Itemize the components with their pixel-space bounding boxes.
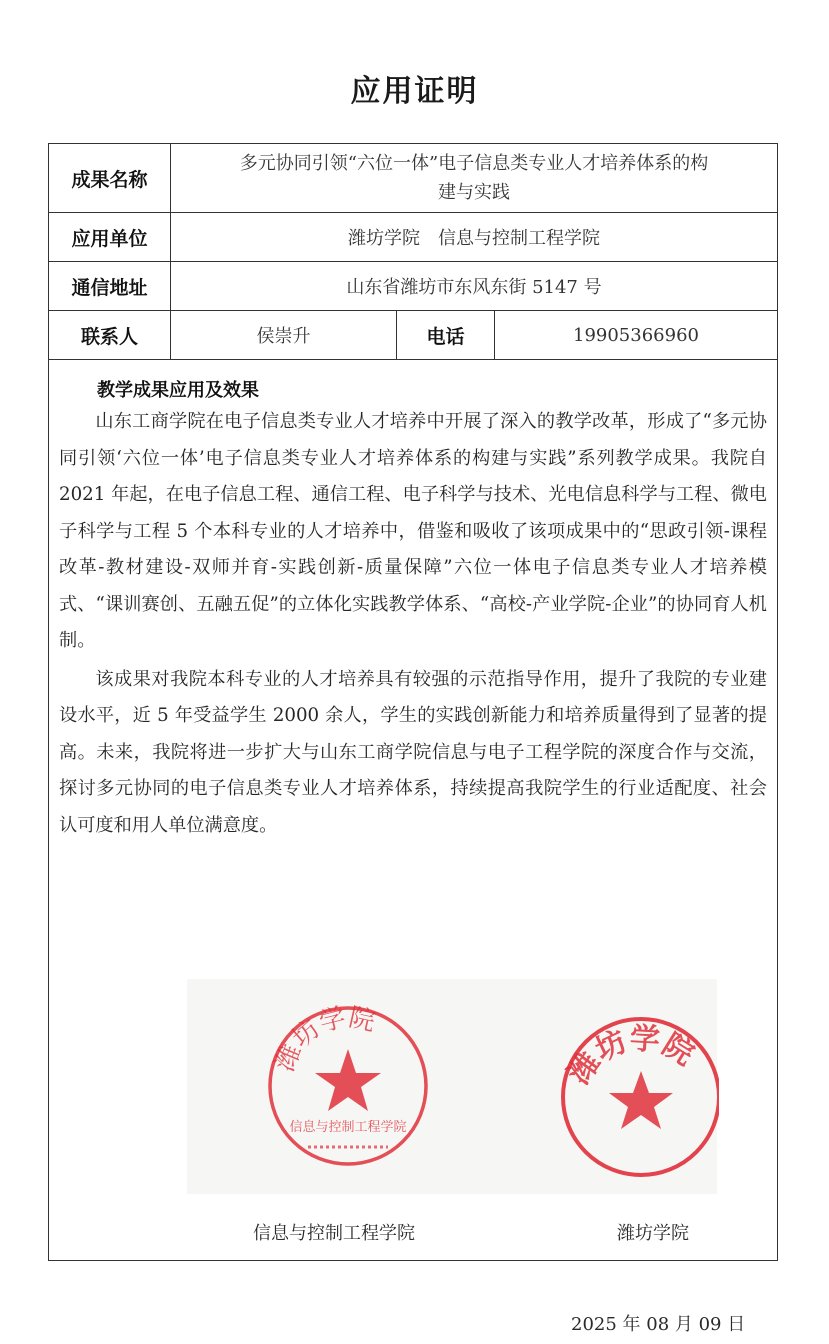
- achievement-line-1: 多元协同引领“六位一体”电子信息类专业人才培养体系的构: [239, 153, 709, 174]
- unit-label: 应用单位: [71, 227, 148, 250]
- row-achievement: [49, 144, 777, 213]
- achievement-line-2: 建与实践: [438, 182, 510, 203]
- row-address: [49, 262, 777, 311]
- contact-label: 联系人: [80, 325, 138, 348]
- seal-right-arc-text: 潍坊学院: [561, 1021, 700, 1091]
- seal-left-sub-text: 信息与控制工程学院: [289, 1120, 407, 1135]
- address-label: 通信地址: [71, 276, 148, 299]
- phone-label: 电话: [396, 311, 494, 359]
- certificate-table: [48, 143, 778, 1335]
- phone-value: 19905366960: [494, 311, 777, 359]
- signature-unit-2: 潍坊学院: [617, 1223, 689, 1244]
- application-effect-section: [49, 360, 777, 844]
- seal-left-icon: [263, 1001, 433, 1171]
- contact-value: 侯崇升: [170, 311, 396, 359]
- seal-left-arc-text: 潍坊学院: [270, 1002, 378, 1076]
- paragraph-2: 该成果对我院本科专业的人才培养具有较强的示范指导作用，提升了我院的专业建设水平，近 5 年受益学生 2000 余人，学生的实践创新能力和培养质量得到了显著的提高。未来，我院将进一步扩大与山东工商学院信息与电子工程学院的深度合作与交流，探讨多元协同的电子信息类专业人才培养体系，持续提高我院学生的行业适配度、社会认可度和用人单位满意度。: [59, 668, 767, 836]
- achievement-label: 成果名称: [71, 168, 148, 191]
- achievement-value: [170, 144, 777, 212]
- row-unit: [49, 213, 777, 262]
- row-contact: [49, 311, 777, 360]
- address-value: 山东省潍坊市东风东街 5147 号: [170, 262, 777, 310]
- paragraph-1: 山东工商学院在电子信息类专业人才培养中开展了深入的教学改革，形成了“多元协同引领‘六位一体’电子信息类专业人才培养体系的构建与实践”系列教学成果。我院自 2021 年起，在电子信息工程、通信工程、电子科学与技术、光电信息科学与工程、微电子科学与工程 5 个本科专业的人才培养中，借鉴和吸收了该项成果中的“思政引领-课程改革-教材建设-双师并育-实践创新-质量保障”六位一体电子信息类专业人才培养模式、“课训赛创、五融五促”的立体化实践教学体系、“高校-产业学院-企业”的协同育人机制。: [59, 411, 767, 651]
- seal-right-icon: [559, 1009, 719, 1179]
- signature-date: 2025 年 08 月 09 日: [571, 1314, 746, 1335]
- section-title: 教学成果应用及效果: [97, 380, 259, 401]
- signature-unit-1: 信息与控制工程学院: [253, 1223, 415, 1244]
- signature-block: [187, 979, 746, 1335]
- svg-text:潍坊学院: [561, 1021, 700, 1091]
- unit-value: 潍坊学院 信息与控制工程学院: [170, 213, 777, 261]
- document-title: 应用证明: [350, 74, 479, 109]
